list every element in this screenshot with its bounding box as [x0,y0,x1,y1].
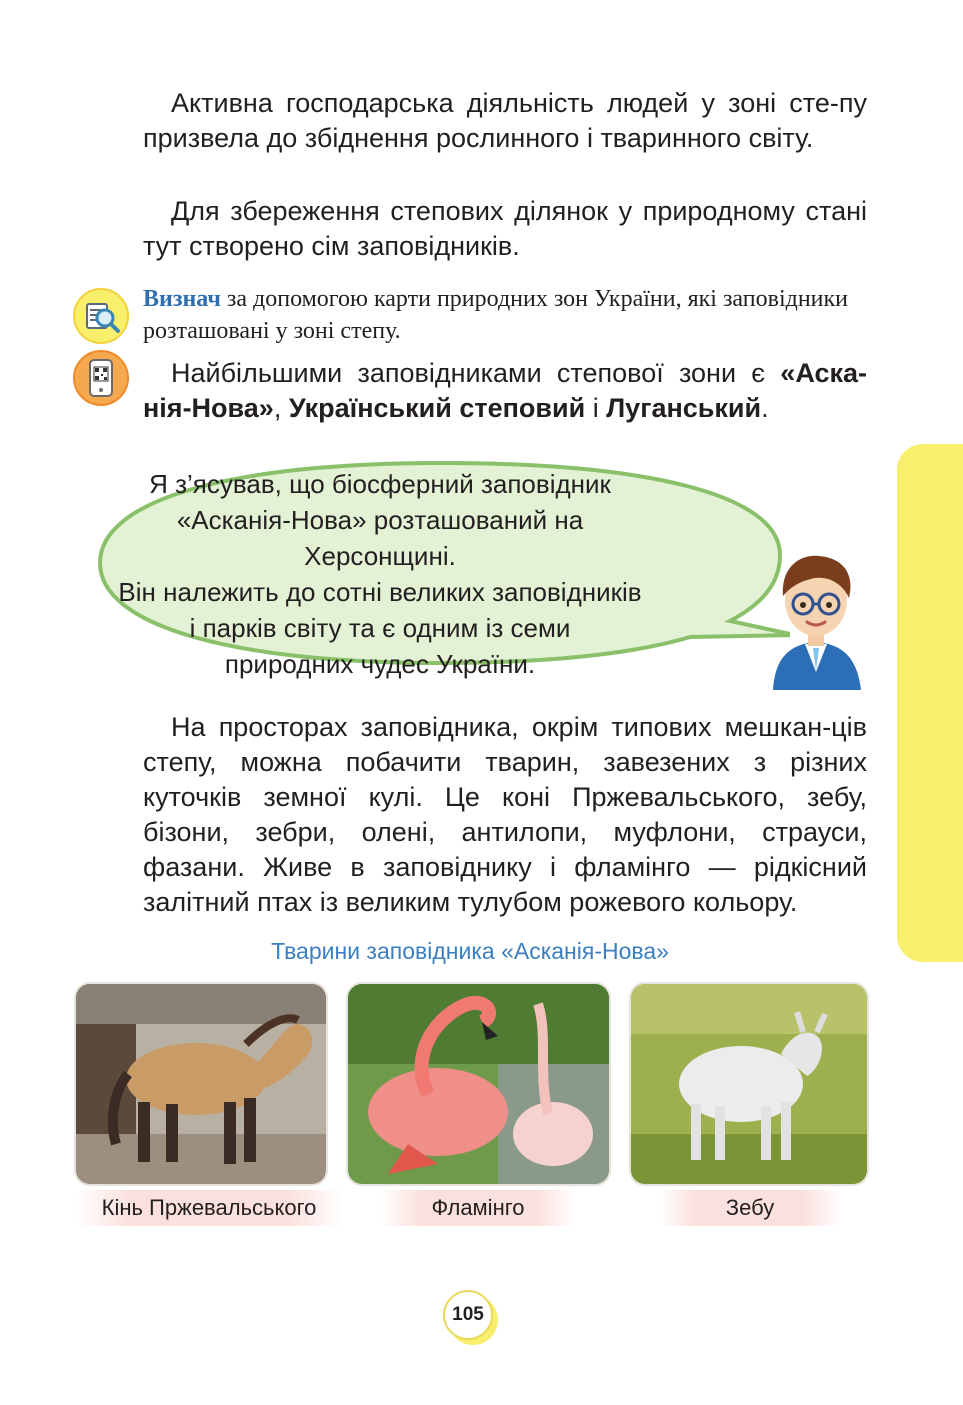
caption-zebu: Зебу [660,1190,840,1226]
caption-flamingo: Фламінго [380,1190,576,1226]
reserve-luhansk: Луганський [606,393,762,423]
page-number-badge [443,1290,499,1346]
boy-avatar [765,548,867,690]
paragraph-1: Активна господарська діяльність людей у зоні сте-пу призвела до збіднення рослинного і тваринного світу. [143,88,867,153]
reserves-paragraph [143,356,867,426]
reserve-ukrainian-steppe: Український степовий [288,393,586,423]
task-instruction [143,283,867,347]
bubble-line: Він належить до сотні великих заповідників [118,577,642,607]
reserves-separator: , [273,393,289,423]
bubble-text [100,466,660,682]
page-number: 105 [452,1304,484,1325]
bubble-line: Я з’ясував, що біосферний заповідник [149,469,611,499]
zebu-photo [631,984,867,1184]
reserves-separator: і [585,393,607,423]
bubble-line: і парків світу та є одним із семи [189,613,571,643]
reserves-intro: Найбільшими заповідниками степової зони є [171,358,781,388]
magnifier-book-icon [73,288,129,344]
gallery-title: Тварини заповідника «Асканія-Нова» [271,938,669,964]
task-text: за допомогою карти природних зон України, які заповідники розташовані у зоні степу. [143,286,849,344]
flamingo-photo [348,984,609,1184]
horse-photo [76,984,326,1184]
bubble-line: природних чудес України. [224,649,536,679]
bubble-line: «Асканія-Нова» розташований на Херсонщині. [176,505,584,571]
paragraph-2: Для збереження степових ділянок у природному стані тут створено сім заповідників. [143,196,867,261]
task-keyword: Визнач [143,286,221,312]
qr-phone-icon [73,350,129,406]
side-tab [897,444,963,962]
reserve-askania: «Аска-нія-Нова» [143,358,867,423]
caption-horse: Кінь Пржевальського [76,1190,342,1226]
reserves-end: . [761,393,769,423]
animals-paragraph: На просторах заповідника, окрім типових мешкан-ців степу, можна побачити тварин, завезених з різних куточків земної кулі. Це коні Пржевальського, зебу, бізони, зебри, олені, антилопи, муфлони, страуси, фазани. Живе в заповіднику і фламінго — рідкісний залітний птах із великим тулубом рожевого кольору. [143,712,867,917]
